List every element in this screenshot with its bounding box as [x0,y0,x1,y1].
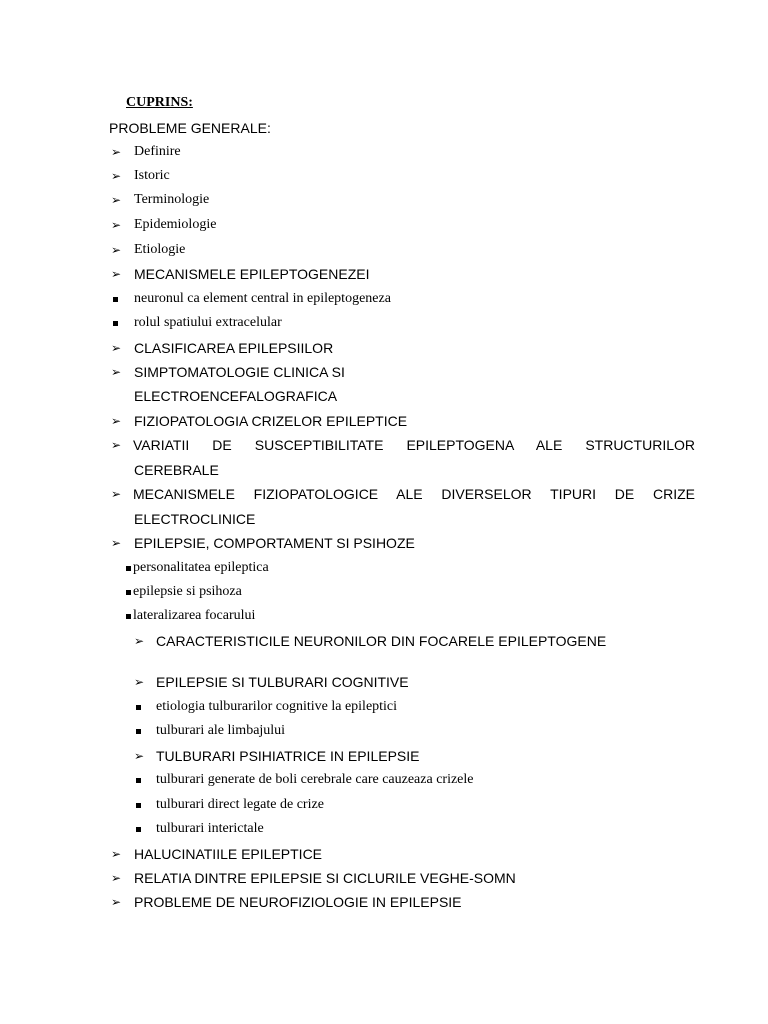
list-item: ➢ EPILEPSIE, COMPORTAMENT SI PSIHOZE [0,531,768,555]
arrow-bullet-icon: ➢ [111,871,122,885]
arrow-bullet-icon: ➢ [111,414,122,428]
square-bullet-icon [136,778,141,783]
list-item-continuation: ELECTROCLINICE [134,511,256,527]
list-item: etiologia tulburarilor cognitive la epileptici [0,695,768,719]
square-bullet-icon [126,614,131,619]
list-item: ➢ FIZIOPATOLOGIA CRIZELOR EPILEPTICE [0,409,768,433]
square-bullet-icon [113,321,118,326]
square-bullet-icon [136,729,141,734]
list-item: ➢ CLASIFICAREA EPILEPSIILOR [0,336,768,360]
arrow-bullet-icon: ➢ [111,536,122,550]
list-item: ➢ RELATIA DINTRE EPILEPSIE SI CICLURILE VEGHE-SOMN [0,866,768,890]
list-item-continuation: ELECTROENCEFALOGRAFICA [134,388,338,404]
arrow-bullet-icon: ➢ [111,169,122,183]
section-title: PROBLEME GENERALE: [109,120,271,136]
list-item: ➢ MECANISMELE FIZIOPATOLOGICE ALE DIVERSELOR TIPURI DE CRIZE [0,482,768,506]
square-bullet-icon [126,566,131,571]
list-item: ➢ Epidemiologie [0,213,768,237]
square-bullet-icon [136,803,141,808]
arrow-bullet-icon: ➢ [111,193,122,207]
list-item: ➢ SIMPTOMATOLOGIE CLINICA SI [0,360,768,384]
list-item: ➢ PROBLEME DE NEUROFIZIOLOGIE IN EPILEPSIE [0,890,768,914]
arrow-bullet-icon: ➢ [111,847,122,861]
list-item: ➢ HALUCINATIILE EPILEPTICE [0,842,768,866]
list-item: tulburari interictale [0,817,768,841]
arrow-bullet-icon: ➢ [134,634,145,648]
arrow-bullet-icon: ➢ [111,218,122,232]
list-item: ➢ VARIATII DE SUSCEPTIBILITATE EPILEPTOGENA ALE STRUCTURILOR [0,433,768,457]
arrow-bullet-icon: ➢ [111,365,122,379]
arrow-bullet-icon: ➢ [111,145,122,159]
arrow-bullet-icon: ➢ [111,487,122,501]
list-item: ➢ CARACTERISTICILE NEURONILOR DIN FOCARELE EPILEPTOGENE [0,629,768,653]
arrow-bullet-icon: ➢ [111,267,122,281]
list-item: ➢ Terminologie [0,188,768,212]
arrow-bullet-icon: ➢ [111,895,122,909]
arrow-bullet-icon: ➢ [111,341,122,355]
list-item: ➢ Istoric [0,164,768,188]
arrow-bullet-icon: ➢ [134,749,145,763]
list-item: ➢ MECANISMELE EPILEPTOGENEZEI [0,262,768,286]
list-item: ➢ EPILEPSIE SI TULBURARI COGNITIVE [0,670,768,694]
list-item: ➢ Etiologie [0,238,768,262]
list-item: neuronul ca element central in epileptogeneza [0,287,768,311]
toc-heading: CUPRINS: [126,95,193,110]
list-item: ➢ TULBURARI PSIHIATRICE IN EPILEPSIE [0,744,768,768]
square-bullet-icon [126,590,131,595]
list-item: ➢ Definire [0,140,768,164]
list-item: tulburari direct legate de crize [0,793,768,817]
square-bullet-icon [113,297,118,302]
list-item: lateralizarea focarului [0,604,768,628]
square-bullet-icon [136,705,141,710]
list-item: tulburari generate de boli cerebrale care cauzeaza crizele [0,768,768,792]
square-bullet-icon [136,827,141,832]
list-item: rolul spatiului extracelular [0,311,768,335]
arrow-bullet-icon: ➢ [111,438,122,452]
arrow-bullet-icon: ➢ [111,243,122,257]
list-item-continuation: CEREBRALE [134,462,219,478]
list-item: tulburari ale limbajului [0,719,768,743]
arrow-bullet-icon: ➢ [134,675,145,689]
list-item: personalitatea epileptica [0,556,768,580]
list-item: epilepsie si psihoza [0,580,768,604]
